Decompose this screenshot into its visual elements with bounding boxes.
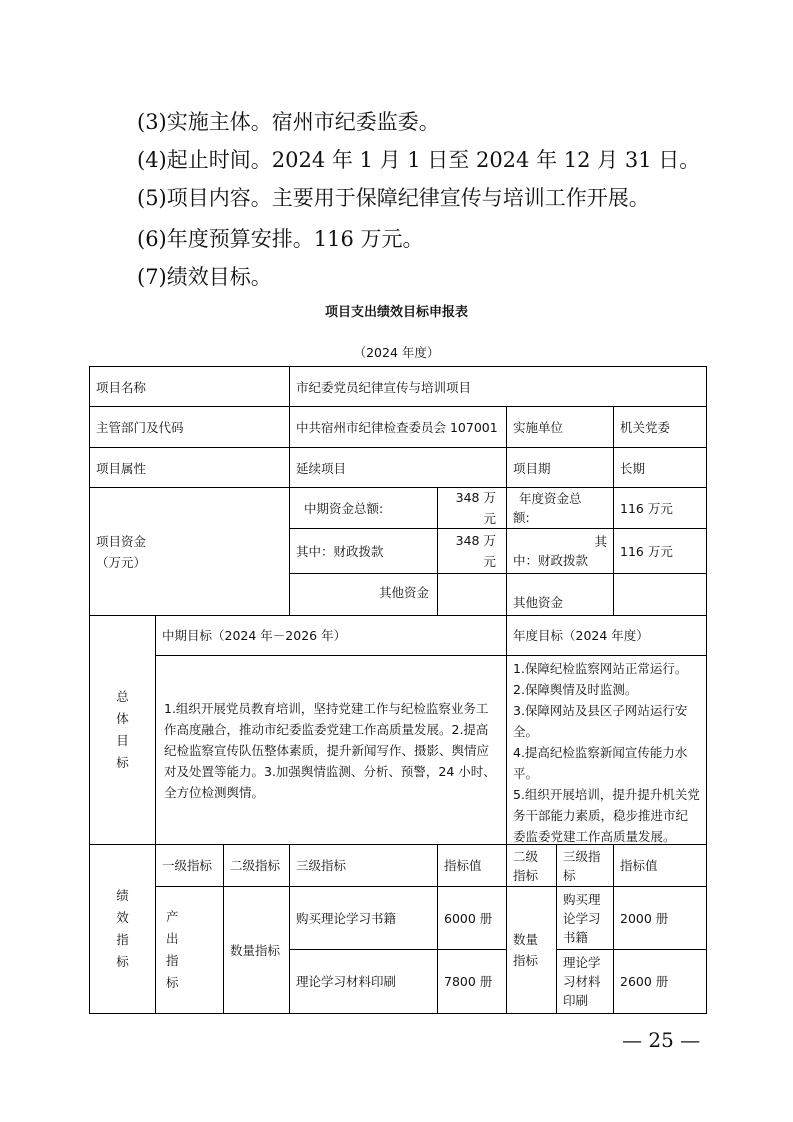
annual-total-label-line1: 年度资金总 <box>519 491 582 506</box>
funds-label-line1: 项目资金 <box>96 533 147 549</box>
funds-label-line2: （万元） <box>96 554 147 570</box>
funds-label <box>90 488 289 615</box>
level2-header: 二级指标 <box>230 858 281 873</box>
period-value: 长期 <box>620 460 646 476</box>
annual-goal-item: 4.提高纪检监察新闻宣传能力水平。 <box>513 745 688 781</box>
level1-header: 一级指标 <box>162 858 213 873</box>
output-label <box>156 887 223 1013</box>
impl-unit-label: 实施单位 <box>513 420 564 435</box>
impl-unit-value: 机关党委 <box>620 420 671 435</box>
paragraph-content: (5)项目内容。主要用于保障纪律宣传与培训工作开展。 <box>137 186 650 210</box>
annual-fiscal-value: 116 万元 <box>620 543 673 559</box>
quantity-label-b <box>507 887 556 1013</box>
mid-total-label: 中期资金总额: <box>304 500 384 516</box>
other-funds-label: 其他资金 <box>378 585 429 600</box>
period-label: 项目期 <box>513 460 551 476</box>
overall-goal-label <box>90 616 155 844</box>
annual-goal-item: 3.保障网站及县区子网站运行安全。 <box>513 703 688 739</box>
annual-fiscal-label-line2: 中：财政拨款 <box>513 553 589 568</box>
annual-other-label: 其他资金 <box>513 595 564 610</box>
page-number: — 25 — <box>622 1028 701 1052</box>
attr-label: 项目属性 <box>96 460 147 476</box>
table-row-annual-value: 2600 册 <box>620 974 669 989</box>
table-row-mid-indicator: 理论学习材料印刷 <box>296 974 397 989</box>
project-name-value: 市纪委党员纪律宣传与培训项目 <box>296 379 472 395</box>
annual-goal-header: 年度目标（2024 年度） <box>513 628 649 643</box>
table-row-annual-value: 2000 册 <box>620 910 669 926</box>
annual-goal-item: 5.组织开展培训，提升提升机关党务干部能力素质，稳步推进市纪委监委党建工作高质量发展。 <box>513 787 700 844</box>
level3-header: 三级指标 <box>296 858 347 873</box>
overall-goal-label-text: 总体目标 <box>116 689 129 770</box>
annual-total-label <box>507 488 613 528</box>
table-title: 项目支出绩效目标申报表 <box>324 305 468 320</box>
table-row-mid-value: 6000 册 <box>444 910 493 926</box>
value-header-b: 指标值 <box>620 858 658 873</box>
quantity-label-b-text: 数量指标 <box>513 932 539 968</box>
output-label-text: 产出指标 <box>166 909 179 990</box>
paragraph-period: (4)起止时间。2024 年 1 月 1 日至 2024 年 12 月 31 日。 <box>137 148 701 172</box>
annual-goal-item: 2.保障舆情及时监测。 <box>513 682 638 697</box>
annual-fiscal-label <box>507 529 613 573</box>
quantity-label-text: 数量指标 <box>230 942 281 958</box>
level3-header-b: 三级指标 <box>563 848 601 883</box>
dept-label: 主管部门及代码 <box>96 420 184 435</box>
mid-goal-header: 中期目标（2024 年－2026 年） <box>162 628 347 643</box>
table-row-mid-value: 7800 册 <box>444 974 493 989</box>
paragraph-budget: (6)年度预算安排。116 万元。 <box>137 227 424 251</box>
annual-total-label-line2: 额: <box>513 510 530 525</box>
table-subtitle: （2024 年度） <box>353 345 440 360</box>
table-row-mid-indicator: 购买理论学习书籍 <box>296 910 397 926</box>
annual-goal-list <box>507 656 706 844</box>
perf-label-text: 绩效指标 <box>116 888 129 969</box>
paragraph-goals: (7)绩效目标。 <box>137 265 272 289</box>
project-name-label: 项目名称 <box>96 379 147 395</box>
annual-fiscal-label-line1: 其 <box>594 534 607 549</box>
level2-header-b: 二级指标 <box>513 848 539 883</box>
fiscal-label: 其中：财政拨款 <box>296 543 384 559</box>
quantity-label <box>224 887 289 1013</box>
perf-label <box>90 845 155 1013</box>
table-row-annual-indicator: 理论学习材料印刷 <box>563 955 601 1008</box>
mid-goal-text <box>156 656 506 844</box>
annual-goal-item: 1.保障纪检监察网站正常运行。 <box>513 661 688 676</box>
mid-fiscal-value: 348 万元 <box>455 533 496 569</box>
annual-total-value: 116 万元 <box>620 500 673 516</box>
dept-value: 中共宿州市纪律检查委员会 107001 <box>296 420 498 435</box>
attr-value: 延续项目 <box>296 460 347 476</box>
value-header: 指标值 <box>444 858 482 873</box>
table-row-annual-indicator: 购买理论学习书籍 <box>563 891 601 945</box>
paragraph-implementer: (3)实施主体。宿州市纪委监委。 <box>137 110 440 134</box>
mid-total-value: 348 万元 <box>455 490 496 526</box>
mid-goal-text-content: 1.组织开展党员教育培训，坚持党建工作与纪检监察业务工作高度融合，推动市纪委监委党建工作高质量发展。2.提高纪检监察宣传队伍整体素质，提升新闻写作、摄影、舆情应对及处置等能力。3.加强舆情监测、分析、预警，24 小时、全方位检测舆情。 <box>164 700 496 800</box>
